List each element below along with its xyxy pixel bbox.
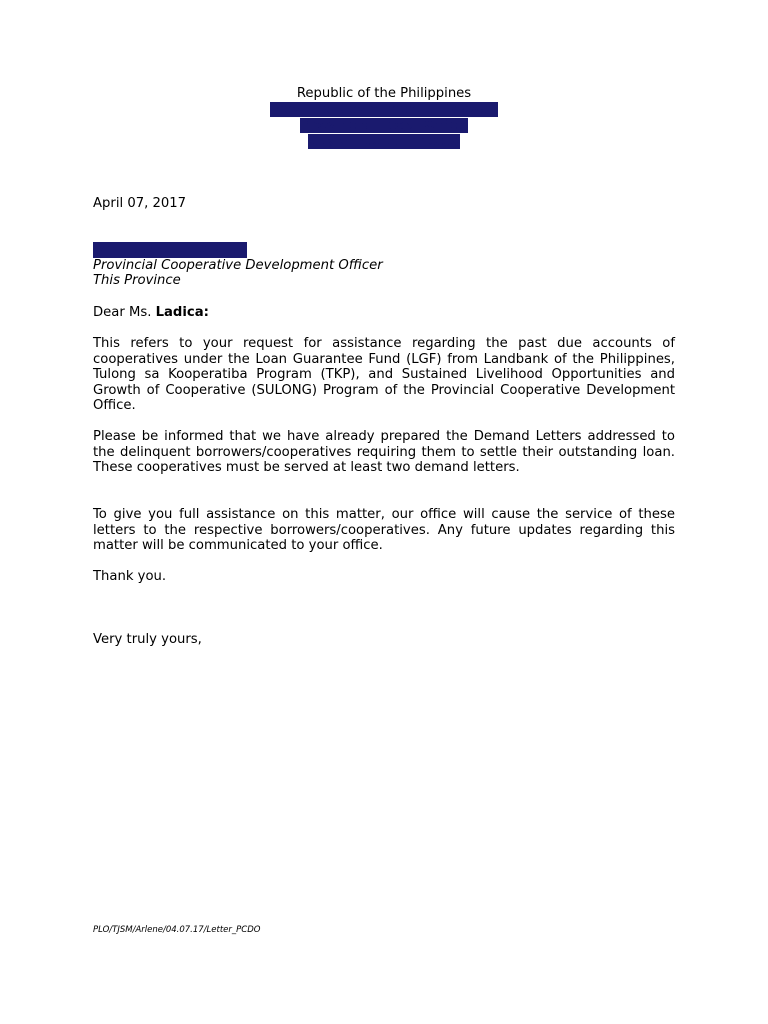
footer-reference: PLO/TJSM/Arlene/04.07.17/Letter_PCDO (93, 925, 261, 935)
body-paragraph-2: Please be informed that we have already prepared the Demand Letters addressed to the delinquent borrowers/cooperatives requiring them to settle their outstanding loan. These cooperatives must be served at least two demand letters. (93, 429, 675, 475)
letterhead (0, 86, 768, 150)
body-paragraph-3: To give you full assistance on this matter, our office will cause the service of these letters to the respective borrowers/cooperatives. Any future updates regarding this matter will be communicated to your office. (93, 507, 675, 553)
letterhead-province (0, 102, 768, 118)
closing-line: Very truly yours, (93, 632, 202, 647)
recipient-block (93, 242, 675, 289)
letterhead-province-text: Provincial Government of Palawan (271, 102, 497, 117)
recipient-title: Provincial Cooperative Development Officer (93, 257, 383, 273)
salutation (93, 305, 675, 321)
recipient-address: This Province (93, 273, 181, 288)
salutation-prefix: Dear Ms. (93, 305, 156, 320)
letterhead-office (0, 118, 768, 134)
letterhead-republic-text: Republic of the Philippines (296, 86, 472, 101)
thank-you-line: Thank you. (93, 569, 167, 584)
body-paragraph-1: This refers to your request for assistance regarding the past due accounts of cooperatives under the Loan Guarantee Fund (LGF) from Landbank of the Philippines, Tulong sa Kooperatiba Program (TKP), and Sustained Livelihood Opportunities and Growth of Cooperative (SULONG) Program of the Provincial Cooperative Development Office. (93, 336, 675, 413)
recipient-name: Ms. LORIA L. LADICA (94, 242, 246, 257)
letterhead-republic (0, 86, 768, 102)
letterhead-city-text: City of Puerto Princesa (309, 134, 459, 149)
letterhead-city (0, 134, 768, 150)
salutation-surname: Ladica: (155, 305, 209, 320)
letter-date: April 07, 2017 (93, 196, 187, 211)
letterhead-office-text: Provincial Legal Office (301, 118, 467, 133)
